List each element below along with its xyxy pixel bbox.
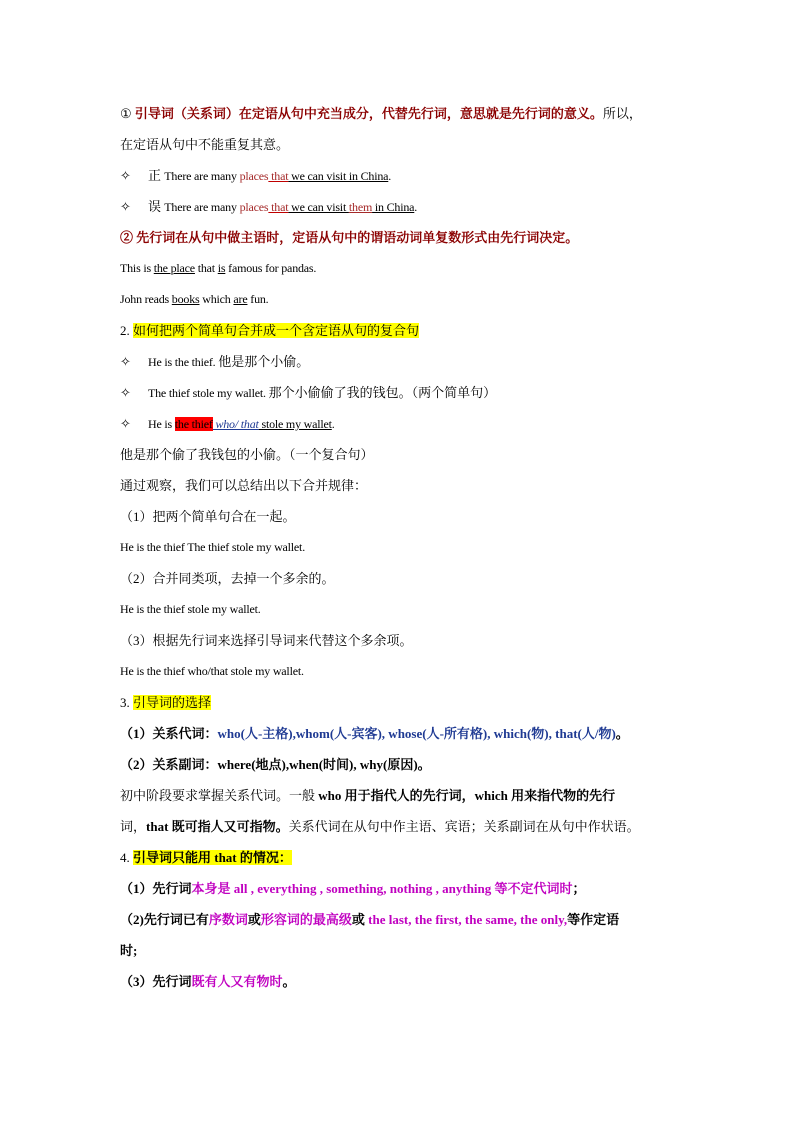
step-3-example: He is the thief who/that stole my wallet.	[120, 664, 304, 678]
clause: stole my wallet	[258, 417, 332, 431]
bullet-star-icon: ✧	[120, 417, 131, 432]
example-correct: ✧ 正 There are many places that we can visit in China.	[120, 160, 680, 191]
step-1: （1）把两个简单句合在一起。	[120, 509, 296, 524]
that-case-2-continued: 时;	[120, 943, 138, 958]
step-3: （3）根据先行词来选择引导词来代替这个多余项。	[120, 633, 413, 648]
that-case-1: （1）先行词本身是 all , everything , something, nothing , anything 等不定代词时；	[120, 881, 586, 896]
step-1-example: He is the thief The thief stole my wallet.	[120, 540, 305, 554]
sentence-combined: ✧ He is the thief who/ that stole my wallet.	[120, 408, 680, 439]
relative-pronouns: （1）关系代词：who(人-主格),whom(人-宾客), whose(人-所有格), which(物), that(人/物)。	[120, 726, 629, 741]
verb: are	[233, 292, 248, 306]
section-number: 3.	[120, 695, 133, 710]
relative-word: that	[268, 169, 289, 183]
sentence-2: ✧ The thief stole my wallet. 那个小偷偷了我的钱包。（两个简单句）	[120, 377, 680, 408]
rule-1-continued: 在定语从句中不能重复其意。	[120, 137, 290, 152]
bullet-star-icon: ✧	[120, 169, 131, 184]
section-number: 4.	[120, 850, 133, 865]
section-2-heading	[120, 315, 680, 346]
section-4-heading	[120, 842, 680, 873]
rule-2	[120, 222, 680, 253]
combined-translation: 他是那个偷了我钱包的小偷。（一个复合句）	[120, 447, 374, 462]
antecedent: the place	[153, 261, 195, 275]
bullet-star-icon: ✧	[120, 355, 131, 370]
rule-1-suffix: 所以，	[602, 106, 642, 121]
example-place: This is the place that is famous for pandas.	[120, 261, 317, 275]
pronoun-usage-2: 词，that 既可指人又可指物。关系代词在从句中作主语、宾语；关系副词在从句中作状语。	[120, 819, 640, 834]
section-title: 如何把两个简单句合并成一个含定语从句的复合句	[133, 323, 420, 338]
antecedent-highlight: the thief	[174, 417, 213, 431]
pronoun-list: who(人-主格),whom(人-宾客), whose(人-所有格), which(物), that(人/物)	[217, 726, 616, 741]
bullet-star-icon: ✧	[120, 200, 131, 215]
clause: we can visit in China	[288, 169, 389, 183]
wrong-label: 误	[148, 199, 165, 214]
antecedent: places	[239, 169, 269, 183]
document-body	[120, 98, 680, 997]
antecedent: places	[239, 200, 269, 214]
pronoun-usage-1: 初中阶段要求掌握关系代词。一般 who 用于指代人的先行词，which 用来指代物的先行	[120, 788, 616, 803]
example-wrong: ✧ 误 There are many places that we can visit them in China.	[120, 191, 680, 222]
circled-number-2: ②	[120, 230, 137, 245]
observation: 通过观察，我们可以总结出以下合并规律：	[120, 478, 368, 493]
bullet-star-icon: ✧	[120, 386, 131, 401]
step-2: （2）合并同类项，去掉一个多余的。	[120, 571, 335, 586]
relative-word: who/ that	[212, 417, 259, 431]
section-title: 引导词只能用 that 的情况：	[133, 850, 292, 865]
section-3-heading	[120, 687, 680, 718]
that-case-3: （3）先行词既有人又有物时。	[120, 974, 296, 989]
verb: is	[217, 261, 226, 275]
clause: we can visit	[288, 200, 349, 214]
sentence-1: ✧ He is the thief. 他是那个小偷。	[120, 346, 680, 377]
relative-word: that	[268, 200, 289, 214]
antecedent: books	[171, 292, 200, 306]
rule-1	[120, 98, 680, 129]
example-books: John reads books which are fun.	[120, 292, 269, 306]
step-2-example: He is the thief stole my wallet.	[120, 602, 261, 616]
repeated-word: them	[348, 200, 373, 214]
circled-number-1: ①	[120, 106, 135, 121]
rule-2-text: 先行词在从句中做主语时，定语从句中的谓语动词单复数形式由先行词决定。	[136, 230, 579, 245]
section-title: 引导词的选择	[133, 695, 212, 710]
correct-label: 正	[148, 168, 165, 183]
rule-1-text: 引导词（关系词）在定语从句中充当成分，代替先行词，意思就是先行词的意义。	[134, 106, 603, 121]
section-number: 2.	[120, 323, 133, 338]
that-case-2: （2)先行词已有序数词或形容词的最高级或 the last, the first, the same, the only,等作定语	[120, 912, 620, 927]
relative-adverbs: （2）关系副词：where(地点),when(时间), why(原因)。	[120, 757, 431, 772]
